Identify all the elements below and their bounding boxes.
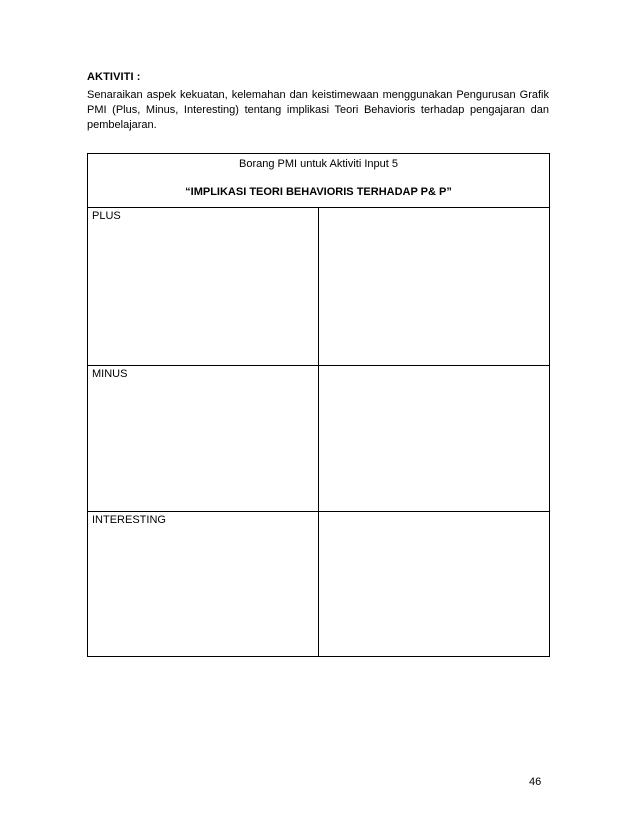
pmi-label-plus: PLUS xyxy=(92,210,121,222)
pmi-label-cell-minus xyxy=(88,366,319,512)
pmi-header-cell xyxy=(88,154,550,208)
pmi-row-interesting xyxy=(88,512,550,657)
pmi-answer-cell-minus[interactable] xyxy=(319,366,550,512)
page-number: 46 xyxy=(529,776,542,788)
activity-instruction: Senaraikan aspek kekuatan, kelemahan dan keistimewaan menggunakan Pengurusan Grafik PMI (Plus, Minus, Interesting) tentang implikasi Teori Behavioris terhadap pengajaran dan pembelajaran. xyxy=(87,89,549,131)
pmi-answer-cell-plus[interactable] xyxy=(319,208,550,366)
activity-heading: AKTIVITI : xyxy=(87,71,141,83)
pmi-label-minus: MINUS xyxy=(92,368,128,380)
pmi-row-minus xyxy=(88,366,550,512)
pmi-row-plus xyxy=(88,208,550,366)
form-title: Borang PMI untuk Aktiviti Input 5 xyxy=(239,158,398,170)
pmi-label-cell-interesting xyxy=(88,512,319,657)
pmi-header-row xyxy=(88,154,550,208)
pmi-answer-cell-interesting[interactable] xyxy=(319,512,550,657)
form-subtitle: “IMPLIKASI TEORI BEHAVIORIS TERHADAP P& P” xyxy=(185,186,452,198)
pmi-label-interesting: INTERESTING xyxy=(92,514,166,526)
pmi-form-table xyxy=(87,153,550,657)
pmi-label-cell-plus xyxy=(88,208,319,366)
